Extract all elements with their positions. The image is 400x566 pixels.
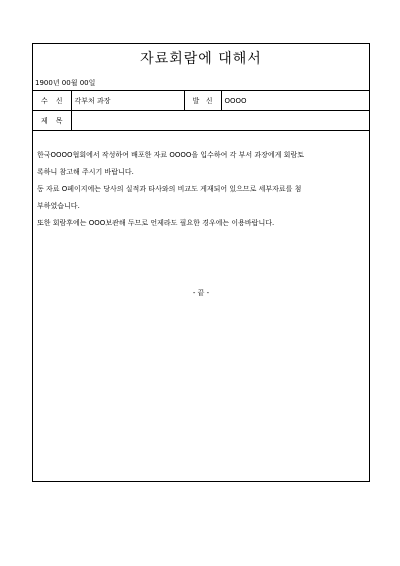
document-sheet (32, 43, 370, 482)
document-date: 1900년 00월 00일 (35, 79, 96, 87)
recipient-sender-row (33, 91, 369, 111)
document-body (37, 147, 367, 232)
subject-label: 제 목 (33, 111, 71, 131)
recipient-value: 각부처 과장 (71, 91, 184, 111)
sender-value: OOOO (221, 91, 369, 111)
body-line: 부하였습니다. (37, 202, 80, 210)
document-title: 자료회람에 대해서 (140, 51, 262, 67)
header-table (33, 90, 369, 131)
subject-row (33, 111, 369, 131)
end-mark: - 끝 - (192, 289, 210, 297)
subject-value (71, 111, 369, 131)
body-line: 한국OOOO협회에서 작성하여 배포한 자료 OOOO을 입수하여 각 부서 과장에게 회람토 (37, 151, 304, 159)
sender-label: 발 신 (184, 91, 221, 111)
body-line: 동 자료 O페이지에는 당사의 실적과 타사와의 비교도 게재되어 있으므로 세부자료를 첨 (37, 185, 302, 193)
recipient-label: 수 신 (33, 91, 71, 111)
body-line: 또한 회람후에는 OOO보관해 두므로 언제라도 필요한 경우에는 이용바랍니다. (37, 219, 275, 227)
body-line: 록하니 참고해 주시기 바랍니다. (37, 168, 134, 176)
